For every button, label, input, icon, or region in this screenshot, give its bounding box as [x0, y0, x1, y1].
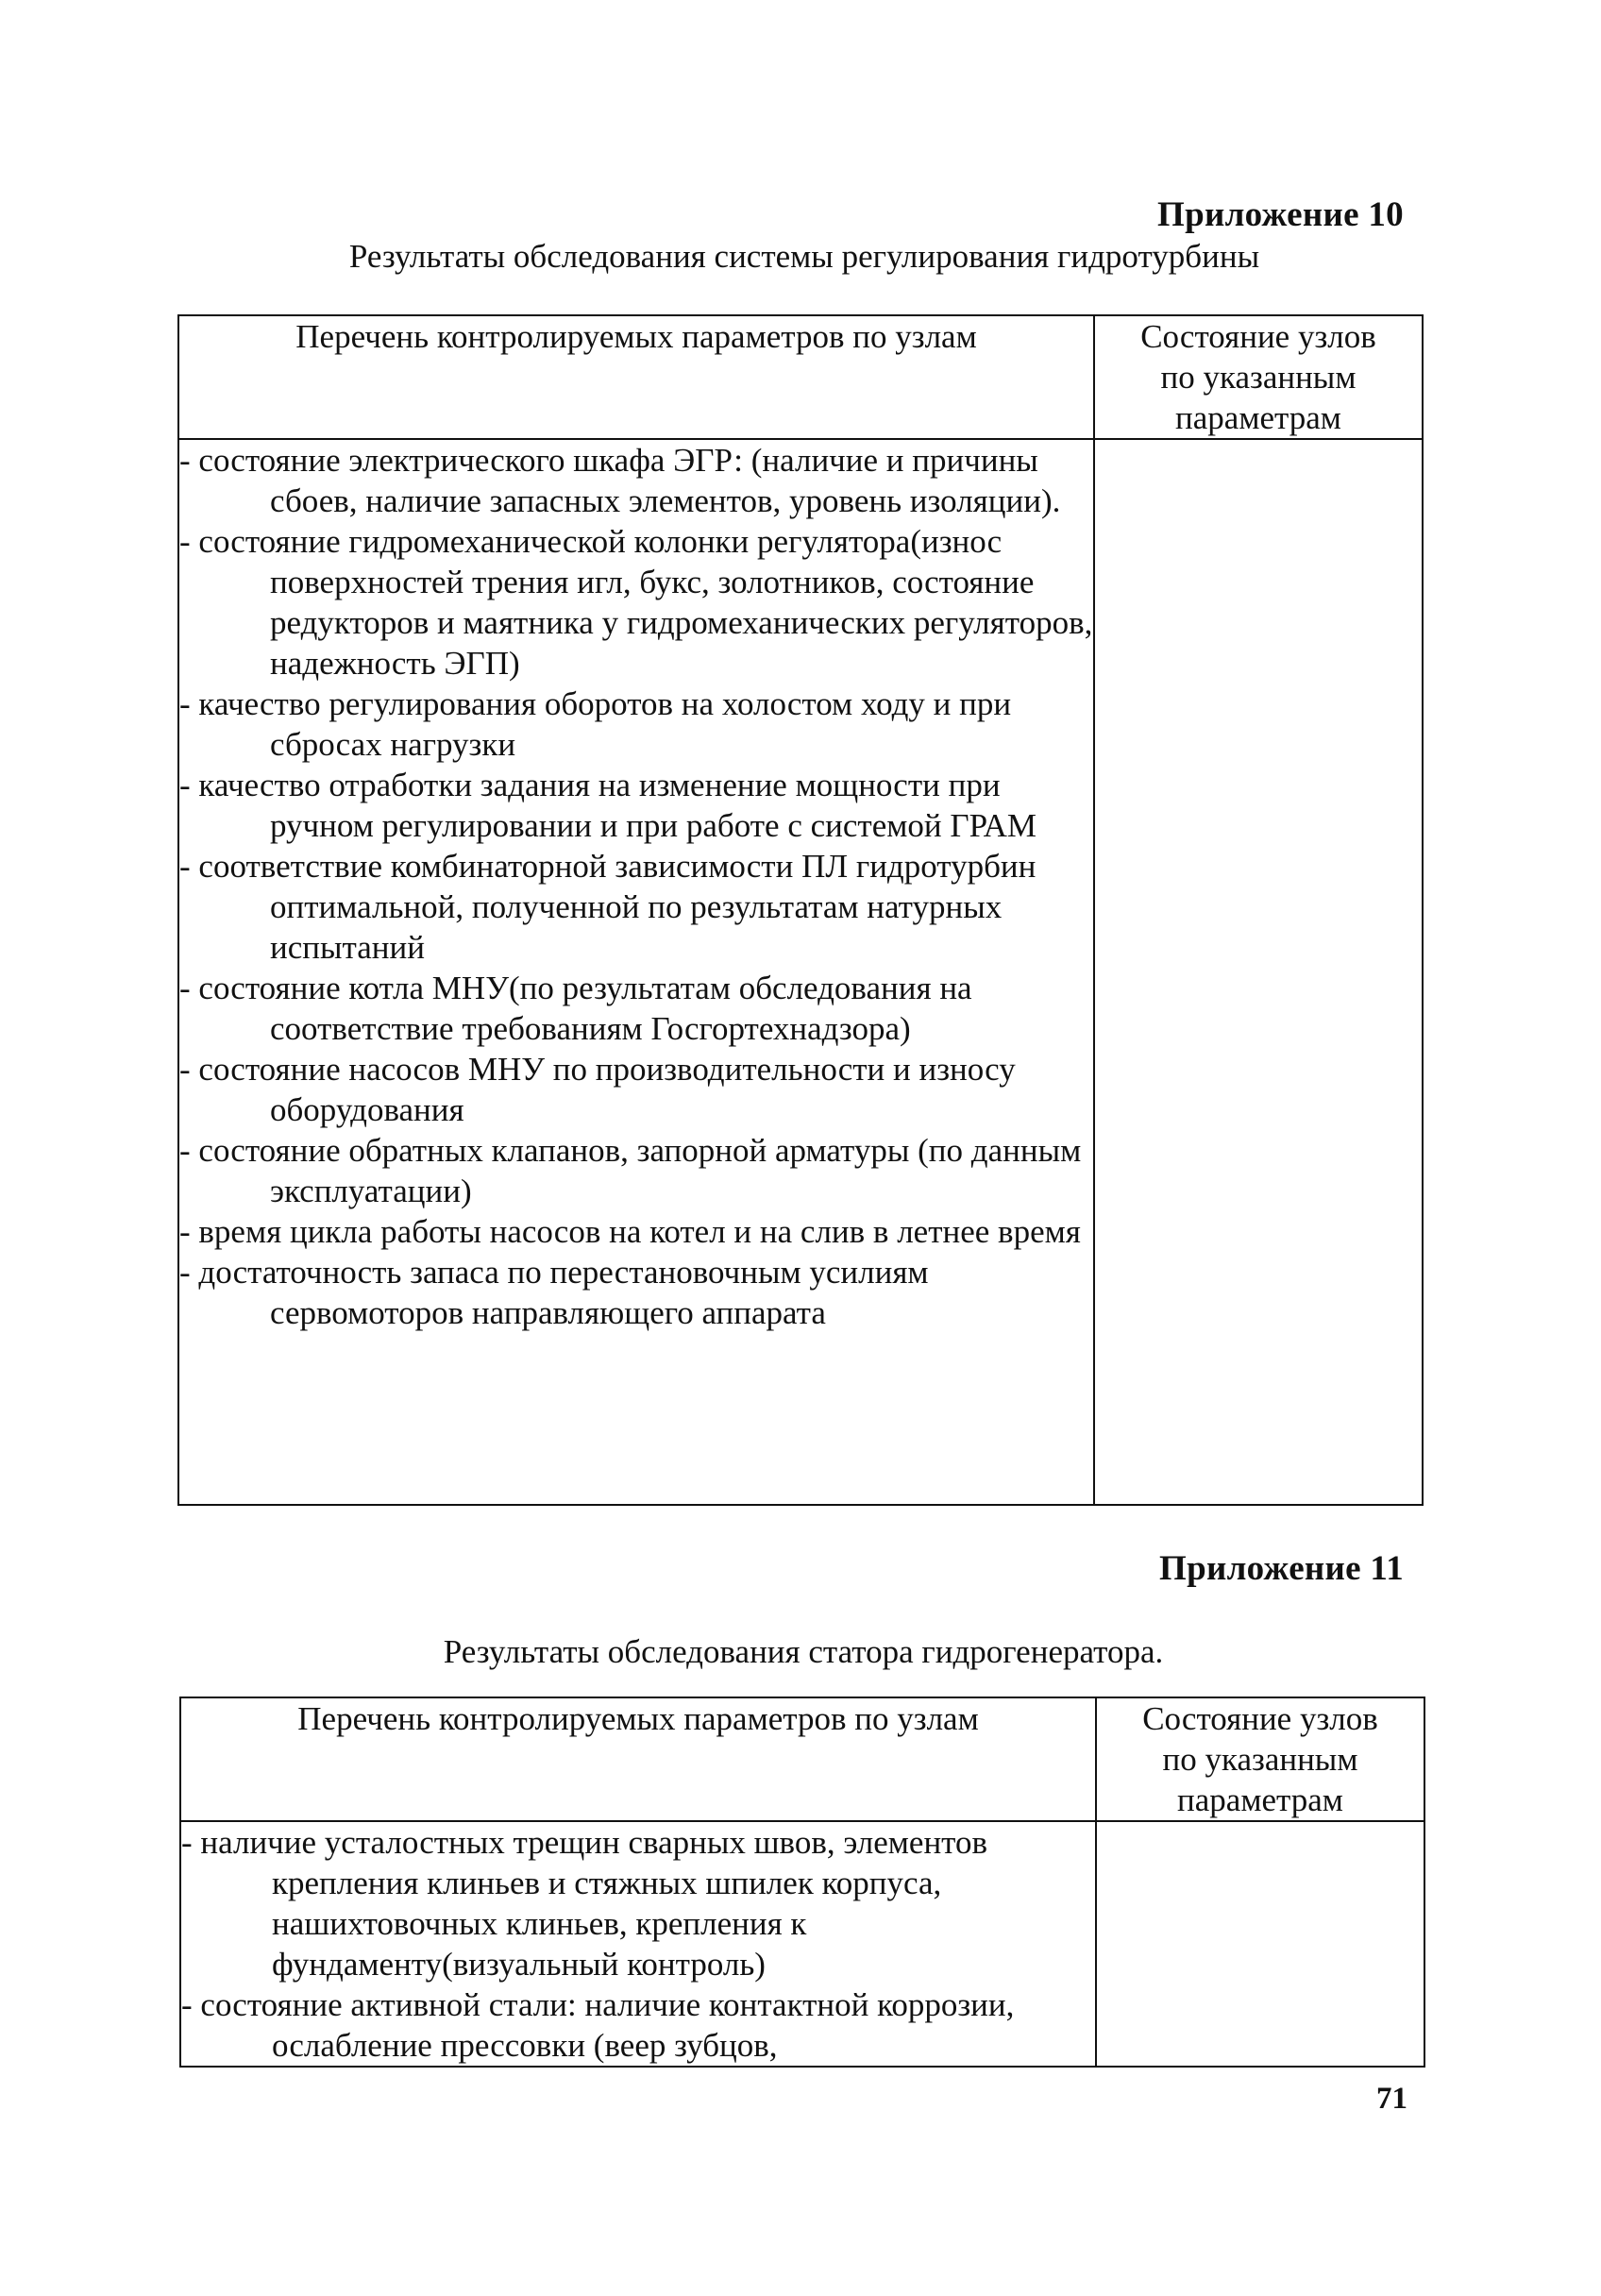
table-header-row [180, 1697, 1424, 1821]
list-item: - наличие усталостных трещин сварных швов, элементов крепления клиньев и стяжных шпилек корпуса, нашихтовочных клиньев, крепления к фундаменту(визуальный контроль) [181, 1824, 988, 1983]
header-state-line: по указанным [1162, 1741, 1358, 1778]
page-number: 71 [1376, 2082, 1407, 2116]
list-item: - состояние активной стали: наличие контактной коррозии, ослабление прессовки (веер зубцов, [181, 1986, 1015, 2064]
header-state-line: параметрам [1175, 399, 1341, 436]
header-state-line: Состояние узлов [1142, 1700, 1378, 1737]
header-state-line: Состояние узлов [1140, 318, 1376, 355]
list-item: - состояние насосов МНУ по производительности и износу оборудования [179, 1051, 1016, 1128]
appendix-10-table [177, 314, 1424, 1506]
header-state-line: по указанным [1160, 359, 1357, 396]
header-params: Перечень контролируемых параметров по узлам [178, 315, 1094, 439]
params-list-cell [180, 1821, 1096, 2067]
table-body-row [178, 439, 1423, 1505]
list-item: - качество отработки задания на изменение мощности при ручном регулировании и при работе с системой ГРАМ [179, 767, 1037, 844]
list-item: - качество регулирования оборотов на холостом ходу и при сбросах нагрузки [179, 685, 1012, 763]
list-item: - состояние гидромеханической колонки регулятора(износ поверхностей трения игл, букс, золотников, состояние редукторов и маятника у гидромеханических регуляторов, надежность ЭГП) [179, 523, 1093, 682]
params-list-cell [178, 439, 1094, 1505]
list-item: - состояние электрического шкафа ЭГР: (наличие и причины сбоев, наличие запасных элементов, уровень изоляции). [179, 442, 1061, 519]
table-header-row [178, 315, 1423, 439]
appendix-10-label: Приложение 10 [1157, 195, 1404, 234]
state-cell [1096, 1821, 1424, 2067]
appendix-11-title: Результаты обследования статора гидрогенератора. [443, 1633, 1164, 1670]
appendix-10-title: Результаты обследования системы регулирования гидротурбины [348, 238, 1260, 275]
header-state [1096, 1697, 1424, 1821]
list-item: - соответствие комбинаторной зависимости ПЛ гидротурбин оптимальной, полученной по результатам натурных испытаний [179, 848, 1036, 966]
appendix-11-table [179, 1697, 1425, 2068]
header-state-line: параметрам [1177, 1781, 1343, 1818]
table-body-row [180, 1821, 1424, 2067]
state-cell [1094, 439, 1423, 1505]
header-state [1094, 315, 1423, 439]
list-item: - достаточность запаса по перестановочным усилиям сервомоторов направляющего аппарата [179, 1254, 929, 1331]
list-item: - состояние обратных клапанов, запорной арматуры (по данным эксплуатации) [179, 1132, 1082, 1209]
list-item: - время цикла работы насосов на котел и на слив в летнее время [179, 1213, 1081, 1250]
header-params: Перечень контролируемых параметров по узлам [180, 1697, 1096, 1821]
appendix-11-label: Приложение 11 [1159, 1549, 1404, 1588]
list-item: - состояние котла МНУ(по результатам обследования на соответствие требованиям Госгортехнадзора) [179, 970, 972, 1047]
